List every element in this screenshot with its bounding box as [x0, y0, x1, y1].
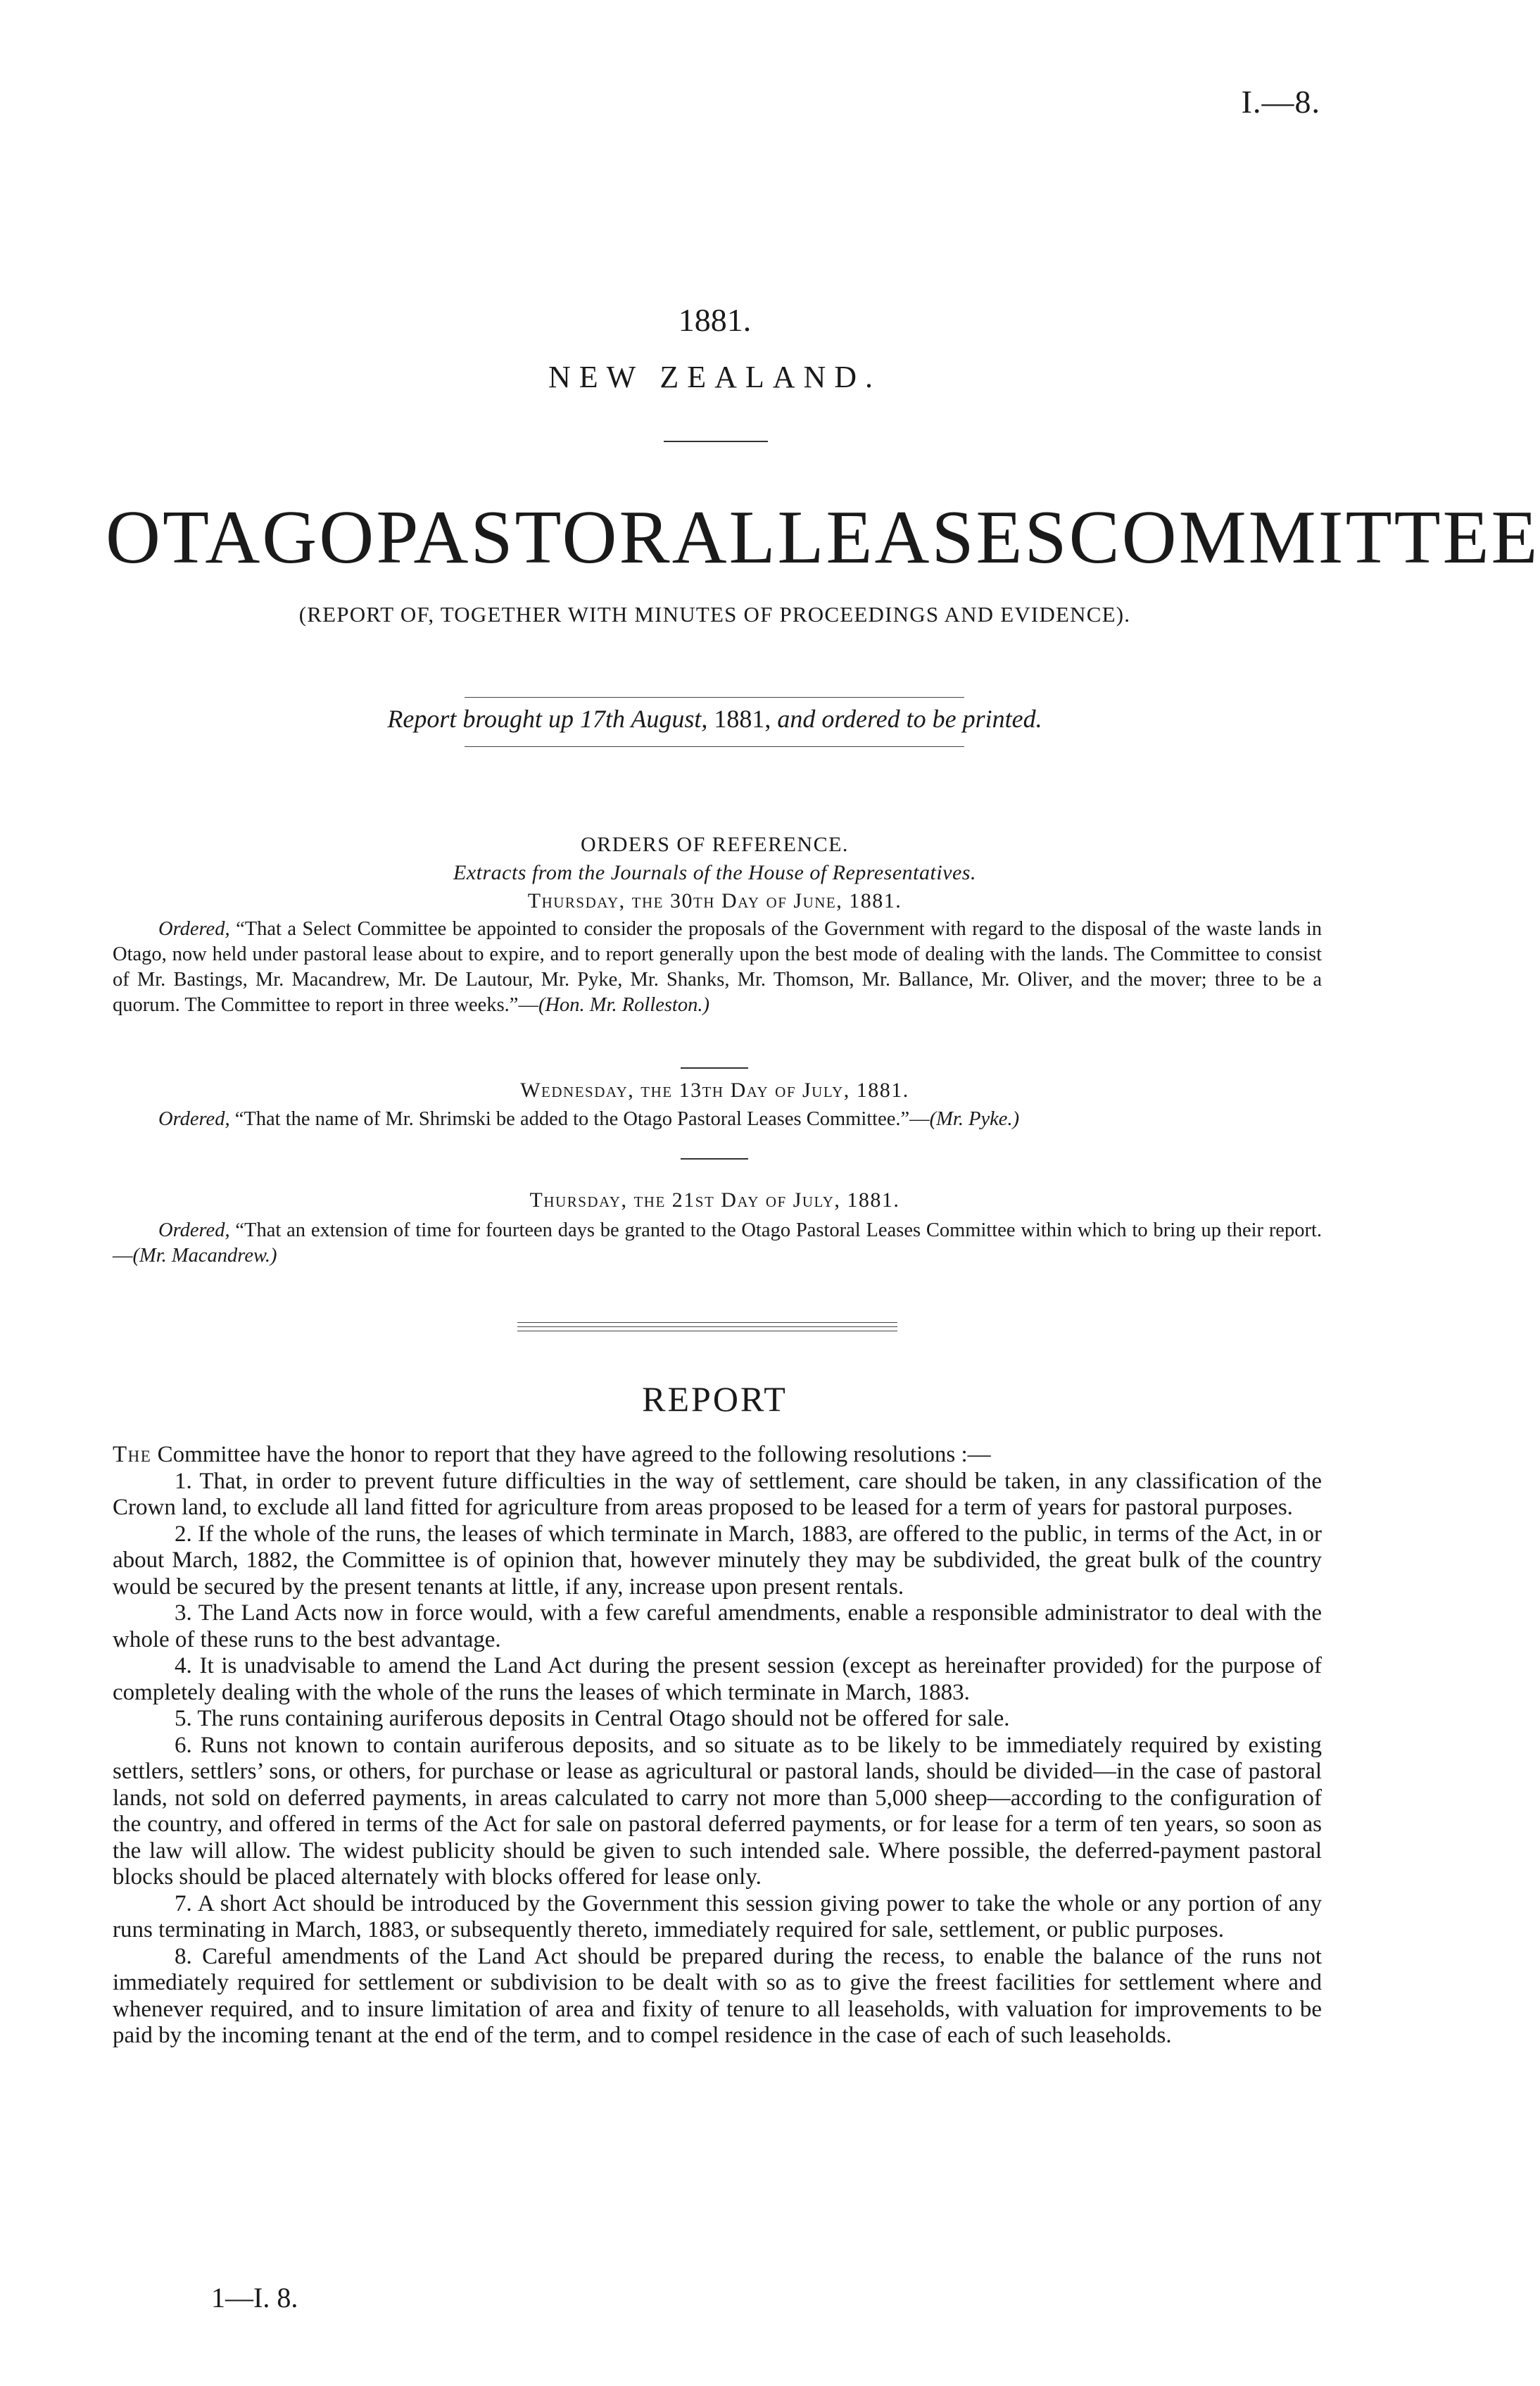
orders-heading: ORDERS OF REFERENCE.	[581, 833, 849, 856]
divider	[465, 746, 964, 747]
order-date: Thursday, the 21st Day of July, 1881.	[529, 1188, 900, 1212]
order-text	[113, 917, 1322, 1018]
resolution: 3. The Land Acts now in force would, with a few careful amendments, enable a responsible administrator to deal with the whole of these runs to the best advantage.	[113, 1600, 1322, 1652]
order-date: Thursday, the 30th Day of June, 1881.	[527, 889, 902, 912]
resolution: 2. If the whole of the runs, the leases of which terminate in March, 1883, are offered to the public, in terms of the Act, in or about March, 1882, the Committee is of opinion that, however minutely they may be subdivided, the great bulk of the country would be secured by the present tenants at little, if any, increase upon present rentals.	[113, 1521, 1322, 1600]
title-word: PASTORAL	[376, 496, 778, 579]
divider	[517, 1326, 897, 1327]
order-date: Wednesday, the 13th Day of July, 1881.	[520, 1079, 909, 1102]
title-word: LEASES	[777, 496, 1069, 579]
order-mover: (Mr. Pyke.)	[929, 1108, 1020, 1130]
resolution: 6. Runs not known to contain auriferous deposits, and so situate as to be likely to be immediately required by existing settlers, settlers’ sons, or others, for purchase or lease as agricultural or pastoral lands, should be divided—in the case of pastoral lands, not sold on deferred payments, in areas calculated to carry not more than 5,000 sheep—according to the configuration of the country, and offered in terms of the Act for sale on pastoral deferred payments, or for lease for a term of ten years, so soon as the law will allow. The widest publicity should be given to such intended sale. Where possible, the deferred-payment pastoral blocks should be placed alternately with blocks offered for lease only.	[113, 1732, 1322, 1890]
brought-up-ordered: and ordered to be printed.	[777, 705, 1042, 733]
country-heading: NEW ZEALAND.	[548, 360, 882, 394]
order-text	[113, 1107, 1322, 1132]
divider	[517, 1322, 897, 1323]
ordered-label: Ordered,	[158, 1219, 230, 1241]
document-subtitle: (REPORT OF, TOGETHER WITH MINUTES OF PROCEEDINGS AND EVIDENCE).	[298, 602, 1131, 627]
order-text	[113, 1218, 1322, 1269]
divider	[465, 697, 964, 698]
brought-up-text: Report brought up	[387, 705, 574, 733]
title-word: OTAGO	[106, 496, 377, 579]
resolution: 5. The runs containing auriferous deposits in Central Otago should not be offered for sale.	[175, 1706, 1010, 1731]
orders-subheading: Extracts from the Journals of the House of Representatives.	[453, 861, 976, 884]
order-body: “That a Select Committee be appointed to consider the proposals of the Government with regard to the disposal of the waste lands in Otago, now held under pastoral lease about to expire, and to report generally upon the best mode of dealing with the lands. The Committee to consist of Mr. Bastings, Mr. Macandrew, Mr. De Lautour, Mr. Pyke, Mr. Shanks, Mr. Thomson, Mr. Ballance, Mr. Oliver, and the mover; three to be a quorum. The Committee to report in three weeks.”—	[113, 918, 1322, 1016]
report-intro-first-word: The	[113, 1442, 152, 1467]
report-intro	[113, 1442, 1322, 1469]
order-body: “That the name of Mr. Shrimski be added to the Otago Pastoral Leases Committee.”—	[234, 1108, 930, 1130]
year: 1881.	[678, 302, 752, 338]
brought-up-year: 1881,	[714, 705, 771, 733]
report-brought-up-line	[0, 704, 1429, 734]
resolution: 7. A short Act should be introduced by the Government this session giving power to take the whole or any portion of any runs terminating in March, 1883, or subsequently thereto, immediately required for sale, settlement, or public purposes.	[113, 1890, 1322, 1942]
report-intro-text: Committee have the honor to report that they have agreed to the following resolutions :—	[157, 1442, 991, 1467]
resolution: 4. It is unadvisable to amend the Land Act during the present session (except as hereinafter provided) for the purpose of completely dealing with the whole of the runs the leases of which terminate in March, 1883.	[113, 1653, 1322, 1705]
divider	[681, 1067, 748, 1069]
divider	[681, 1158, 748, 1160]
report-heading: REPORT	[642, 1379, 788, 1419]
title-word: COMMITTEE	[1068, 496, 1540, 579]
ordered-label: Ordered,	[158, 1108, 230, 1130]
report-body	[113, 1442, 1322, 2049]
page-code: I.—8.	[1241, 84, 1320, 120]
document-title	[106, 496, 1540, 579]
brought-up-date: 17th August,	[580, 705, 708, 733]
order-body: “That an extension of time for fourteen days be granted to the Otago Pastoral Leases Committee within which to bring up their report.—	[113, 1219, 1322, 1267]
divider	[664, 441, 768, 442]
signature-mark: 1—I. 8.	[211, 2282, 298, 2313]
resolution: 1. That, in order to prevent future difficulties in the way of settlement, care should be taken, in any classification of the Crown land, to exclude all land fitted for agriculture from areas proposed to be leased for a term of years for pastoral purposes.	[113, 1468, 1322, 1520]
order-mover: (Mr. Macandrew.)	[132, 1245, 277, 1267]
ordered-label: Ordered,	[158, 918, 230, 940]
resolution: 8. Careful amendments of the Land Act should be prepared during the recess, to enable the balance of the runs not immediately required for settlement or subdivision to be dealt with so as to give the freest facilities for settlement where and whenever required, and to insure limitation of area and fixity of tenure to all leaseholds, with valuation for improvements to be paid by the incoming tenant at the end of the term, and to compel residence in the case of each of such leaseholds.	[113, 1943, 1322, 2048]
order-mover: (Hon. Mr. Rolleston.)	[538, 994, 709, 1016]
